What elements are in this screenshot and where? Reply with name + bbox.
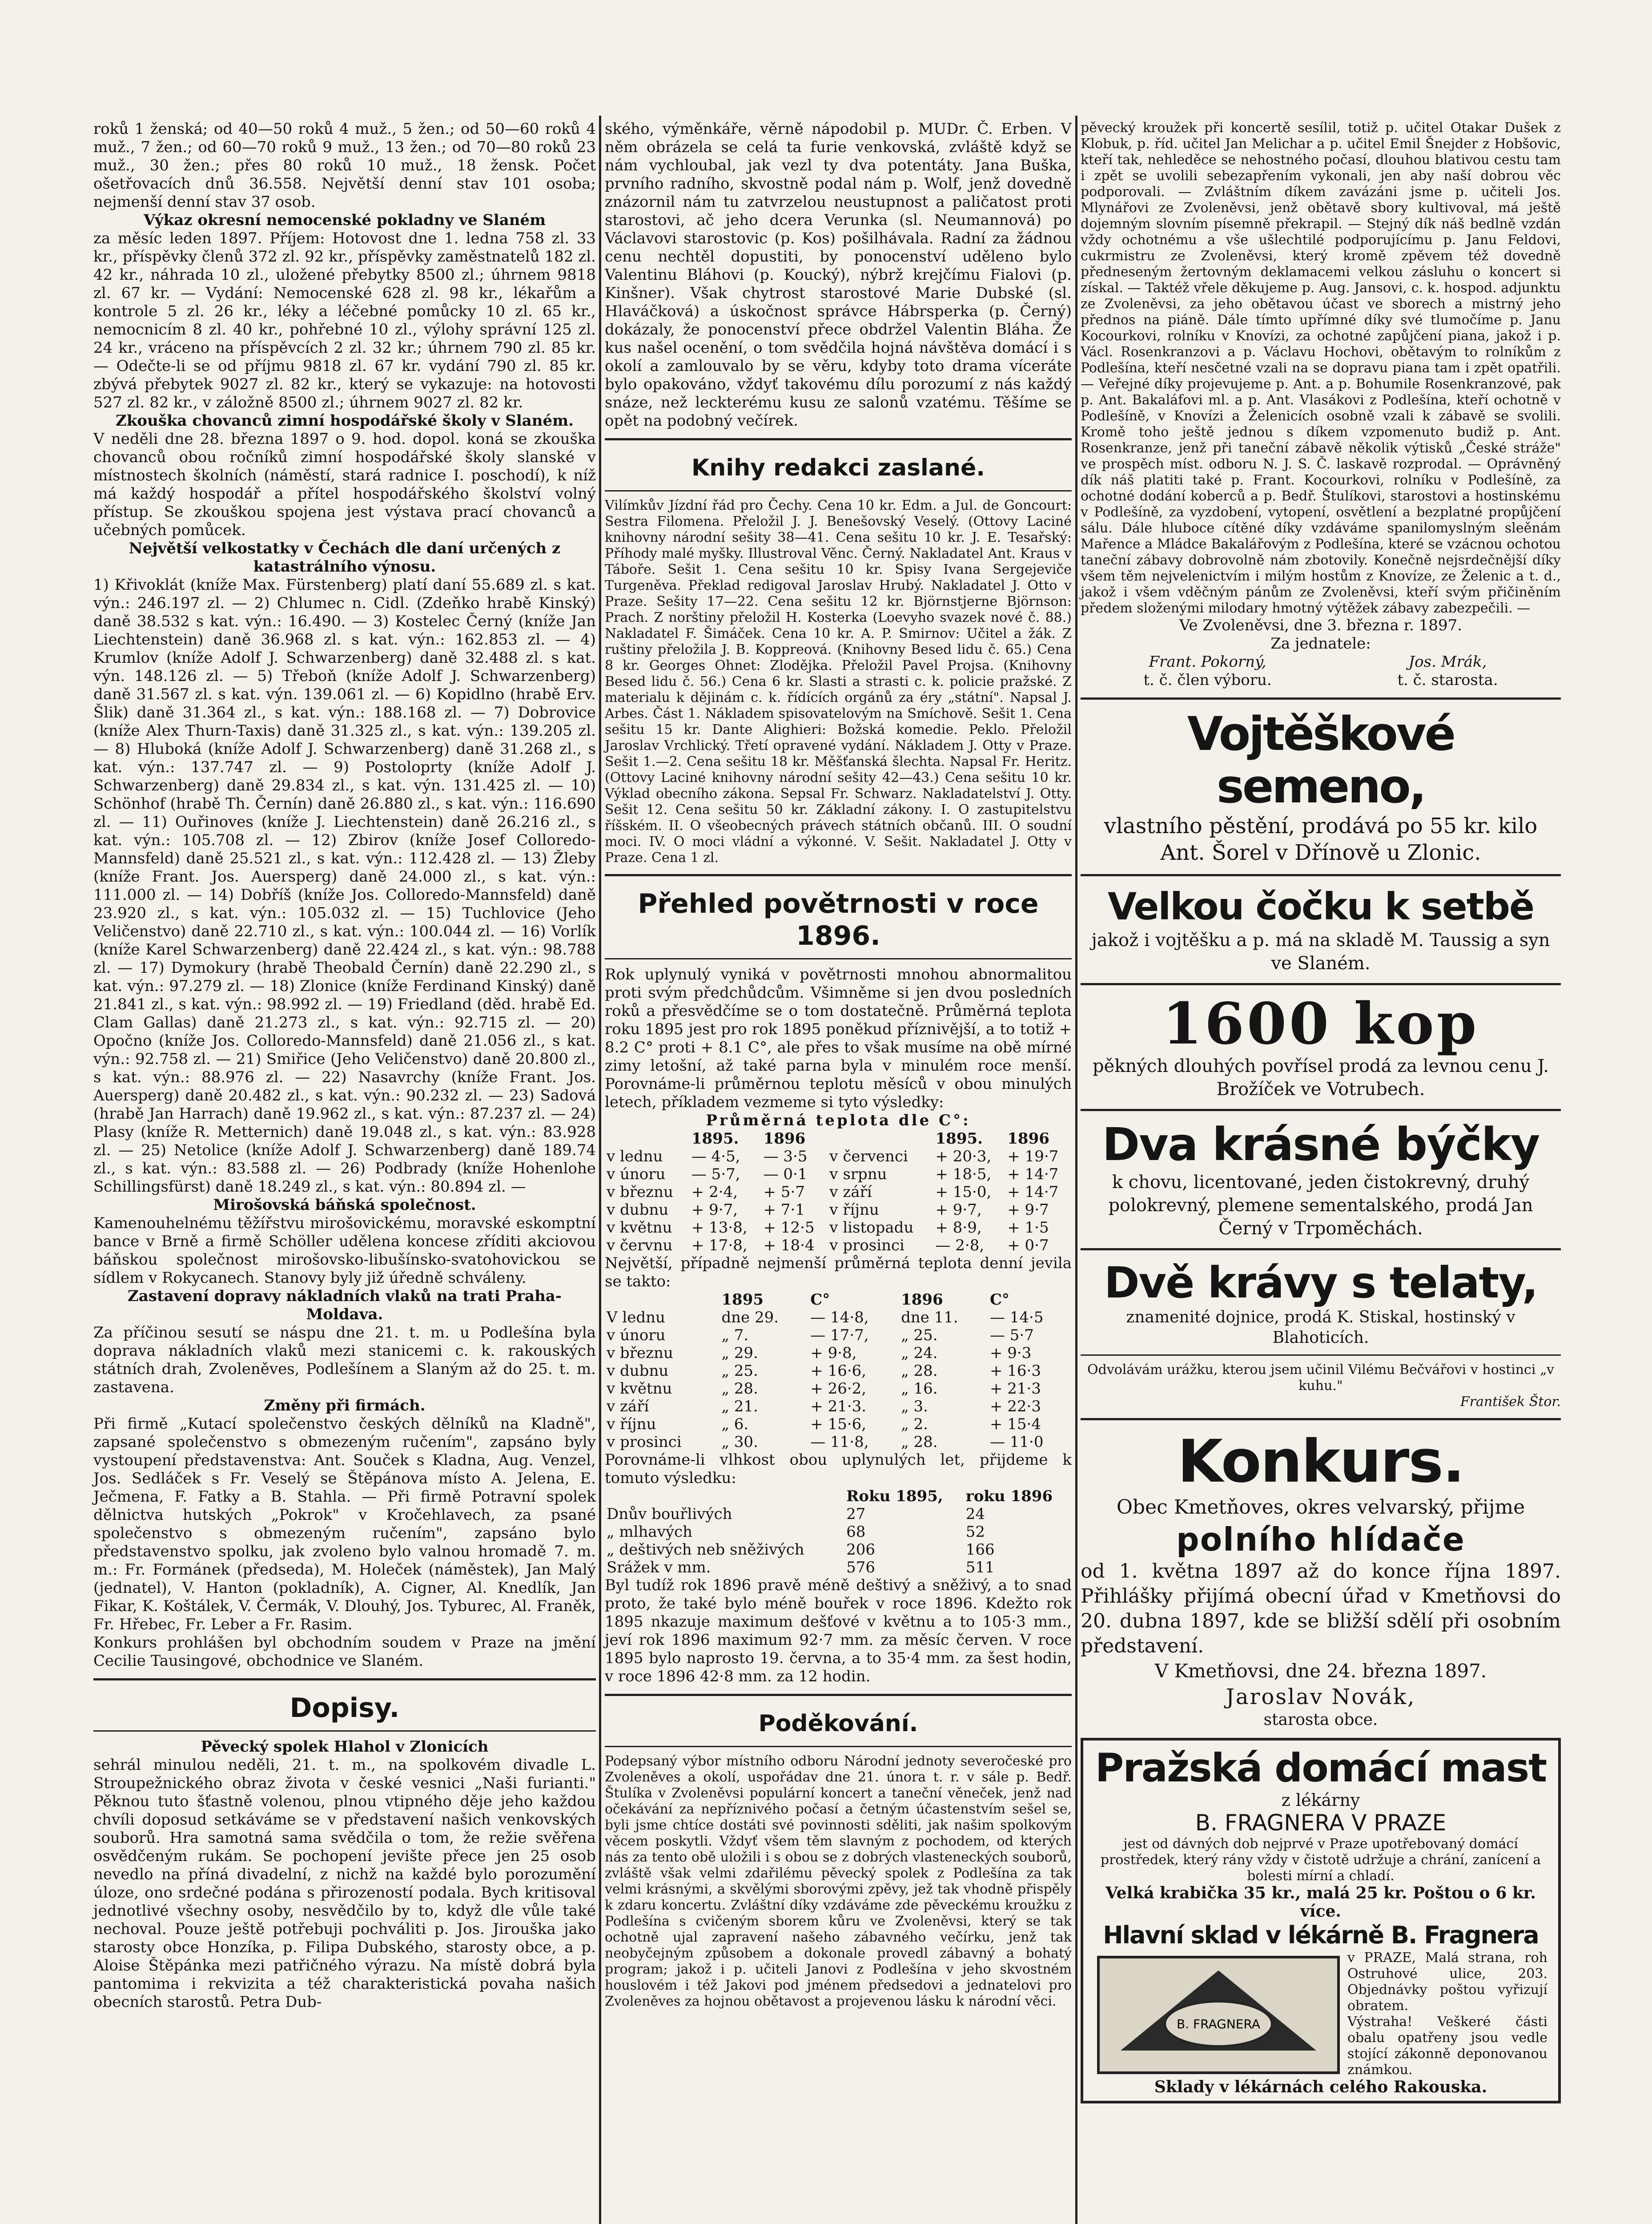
mirosov-text: Kamenouhelnému těžířstvu mirošovickému, moravské eskomptní bance v Brně a firmě Schöller udělena koncese zříditi akciovou báňskou společnost mirošovsko-libušínsko-svatohovickou se sídlem v Rokycanech. Stanovy byly již úředně schváleny. <box>93 1214 596 1287</box>
konkurs-notice: Konkurs prohlášen byl obchodním soudem v Praze na jmění Cecilie Tausingové, obchodnice ve Slaném. <box>93 1634 596 1670</box>
byl-text: Byl tudíž rok 1896 pravě méně deštivý a sněživý, a to snad proto, že také bylo méně bouřek v roce 1896. Kdežto rok 1895 nkazuje maximum dešťové v květnu a to 105·3 mm., jeví rok 1896 maximum 92·7 mm. za měsíc červen. V roce 1895 bylo naprosto 19. června, a to 35·4 mm. za šest hodin, v roce 1896 42·8 mm. za 12 hodin. <box>605 1576 1072 1685</box>
month-cell: v dubnu <box>607 1362 669 1380</box>
value-cell: + 19·7 <box>1007 1148 1059 1165</box>
ad-dva-bycky <box>1081 1119 1561 1240</box>
za-jednatele-label: Za jednatele: <box>1270 635 1371 653</box>
table-row <box>605 1433 1072 1451</box>
value-cell: 166 <box>965 1541 995 1559</box>
value-cell: + 14·7 <box>1007 1165 1059 1183</box>
value-cell: + 15·4 <box>989 1415 1041 1433</box>
value-cell: — 2·8, <box>935 1237 985 1254</box>
zmeny-text: Při firmě „Kutací společenstvo českých dělníků na Kladně", zapsané společenstvo s obmezeným ručením", zapsáno byly vystoupení představenstva: Ant. Souček s Kladna, Aug. Venzel, Jos. Sedláček s Fr. Veselý se Štěpánova místo A. Jelena, E. Ječmena, F. Fatky a B. Stahla. — Při firmě Potravní spolek dělnictva hutských „Pokrok" v Kročehlavech, za psané společenstvo s obmezeným ručením", zapsáno bylo představenstvo spolku, jak zvoleno bylo valnou hromadě 7. m. m.: Fr. Formánek (předseda), M. Holeček (náměstek), Jan Malý (jednatel), V. Hanton (pokladník), A. Cigner, Al. Knedlík, Jan Fikar, K. Koštálek, V. Čermák, V. Dlouhý, Jos. Tyburec, Al. Franěk, Fr. Hřebec, Fr. Leber a Fr. Rasim. <box>93 1415 596 1633</box>
section-divider <box>605 1694 1072 1696</box>
nejvetsi-text: Největší, případně nejmenší průměrná teplota denní jevila se takto: <box>605 1254 1072 1290</box>
thanks-continued-text: pěvecký kroužek při koncertě sesílil, totiž p. učitel Otakar Dušek z Klobuk, p. říd. učitel Jan Melichar a p. učitel Emil Šnejder z Hobšovic, kteří tak, nehleděce se nehostného počasí, dlouhou blativou cestu tam i zpět se uvolili sebezapřením vykonali, jen aby naší dobrou věc podporovali. — Zvláštním díkem zavázáni jsme p. učiteli Jos. Mlynářovi ze Zvoleněvsi, jenž obětavě sbory kultivoval, má ještě dojemným slovním písemně překrapil. — Stejný dík náš bedlně vzdán vždy ochotnému a vše ušlechtilé podporujícímu p. Janu Feldovi, cukrmistru ze Zvoleněvsi, který kromě zpěvem též dovedně předneseným žertovným deklamacemi velkou zásluhu o koncert si získal. — Taktéž vřele děkujeme p. Aug. Jansovi, c. k. hospod. adjunktu ze Zvoleněvsi, za jeho obětavou účast ve sborech a mistrný jeho přednos na piáně. Dále tímto upřímné díky své tlumočíme p. Janu Kocourkovi, rolníku v Knovízi, za ochotné zapůjčení piana, jakož i p. Václ. Rosenkranzovi a p. Václavu Hochovi, obětavým to rolníkům z Podlešína, kteří nesčetné vzali na se dopravu piana tam i zpět opatřili. — Veřejné díky projevujeme p. Ant. a p. Bohumile Rosenkranzové, pak p. Ant. Bakaláfovi ml. a p. Ant. Vlasákovi z Podlešína, kteří ochotně v Podlešíně, v Knovízi a Želenicích osobně vzali k zábavě se svolili. Kromě toho ještě jednou s díkem vzpomenuto budiž p. Ant. Rosenkranze, jenž při taneční zábavě několik výtisků „České stráže" ve prospěch míst. odboru N. J. S. Č. laskavě rozprodal. — Oprávněný dík náš platiti také p. Frant. Kocourkovi, rolníku v Podlešíně, za ochotné dodání koberců a p. Bedř. Štulíkovi, starostovi a hostinskému v Podlešíně, za vyzdobení, vytopení, osvětlení a bezplatné propůjčení sálu. Dále hluboce cítěné díky vzdáváme spanilomyslným sleěnám Mařence a Mládce Bakalářovým z Podlešína, které se vzácnou ochotou taneční zábavy dobrovolně nám zbotovily. Konečně nejsrdečnější díky všem těm nejvelenictvím i milým hostům z Knovíze, ze Želenic a t. d., jakož i všem vděčným pánům ze Zvoleněvsi, kteří svým přičiněním předem složenými milodary hmotný výtěžek zábavy zabezpečili. — <box>1081 120 1561 616</box>
month-cell: v květnu <box>607 1380 672 1398</box>
mast-price: Velká krabička 35 kr., malá 25 kr. Poštou o 6 kr. více. <box>1105 1884 1536 1921</box>
value-cell: + 9·7, <box>935 1201 982 1219</box>
value-cell: + 7·1 <box>763 1201 805 1219</box>
velkostatky-text: 1) Křivoklát (kníže Max. Fürstenberg) platí daní 55.689 zl. s kat. výn.: 246.197 zl. — 2) Chlumec n. Cidl. (Zdeňko hrabě Kinský) daně 38.532 s kat. výn.: 16.490. — 3) Kostelec Černý (kníže Jan Liechtenstein) daně 36.968 zl. s kat. výn.: 162.853 zl. — 4) Krumlov (kníže Adolf J. Schwarzenberg) daně 32.488 zl. s kat. výn. 148.126 zl. — 5) Třeboň (kníže Adolf J. Schwarzenberg) daně 31.567 zl. s kat. výn. 139.061 zl. — 6) Kopidlno (hrabě Erv. Šlik) daně 31.364 zl., s kat. výn.: 188.168 zl. — 7) Dobrovice (kníže Alex Thurn-Taxis) daně 31.325 zl., s kat. výn.: 139.205 zl. — 8) Hluboká (kníže Adolf J. Schwarzenberg) daně 31.268 zl., s kat. výn.: 137.747 zl. — 9) Postoloprty (kníže Adolf J. Schwarzenberg) daně 29.834 zl., s kat. výn. 131.425 zl. — 10) Schönhof (hrabě Th. Černín) daně 26.880 zl., s kat. výn.: 116.690 zl. — 11) Ouřinoves (kníže J. Liechtenstein) daně 26.216 zl., s kat. výn.: 105.708 zl. — 12) Zbirov (kníže Josef Colloredo-Mannsfeld) daně 25.521 zl., s kat. výn.: 112.428 zl. — 13) Žleby (kníže Frant. Jos. Auersperg) daně 24.000 zl., s kat. výn.: 111.000 zl. — 14) Dobříš (kníže Jos. Colloredo-Mannsfeld) daně 23.920 zl., s kat. výn.: 105.032 zl. — 15) Tuchlovice (Jeho Veličenstvo) daně 22.710 zl., s kat. výn.: 100.044 zl. — 16) Vorlík (kníže Karel Schwarzenberg) daně 22.424 zl., s kat. výn.: 98.788 zl. — 17) Dymokury (hrabě Theobald Černín) daně 22.290 zl., s kat. výn.: 97.279 zl. — 18) Zlonice (kníže Ferdinand Kinský) daně 21.841 zl., s kat. výn.: 98.992 zl. — 19) Friedland (děd. hrabě Ed. Clam Gallas) daně 21.273 zl., s kat. výn.: 92.715 zl. — 20) Opočno (kníže Jos. Colloredo-Mannsfeld) daně 21.056 zl., s kat. výn.: 92.758 zl. — 21) Smiřice (Jeho Veličenstvo) daně 20.800 zl., s kat. výn.: 88.976 zl. — 22) Nasavrchy (kníže Frant. Jos. Auersperg) daně 20.482 zl., s kat. výn.: 90.232 zl. — 23) Sadová (hrabě Jan Harrach) daně 19.962 zl., s kat. výn.: 87.237 zl. — 24) Plasy (kníže R. Metternich) daně 19.048 zl., s kat. výn.: 83.928 zl. — 25) Netolice (kníže Adolf J. Schwarzenberg) daně 189.74 zl., s kat. výn.: 83.588 zl. — 26) Podbrady (kníže Hohenlohe Schillingsfürst) daně 18.249 zl., s kat. výn.: 80.894 zl. — <box>93 576 596 1196</box>
day-cell: „ 2. <box>901 1415 928 1433</box>
table-row <box>605 1344 1072 1362</box>
section-divider <box>605 874 1072 876</box>
day-cell: „ 29. <box>721 1344 758 1362</box>
month-cell: v říjnu <box>607 1415 656 1433</box>
intro-text: roků 1 ženská; od 40—50 roků 4 muž., 5 žen.; od 50—60 roků 4 muž., 7 žen.; od 60—70 roků 9 muž., 13 žen.; od 70—80 roků 23 muž., 30 žen.; přes 80 roků 10 muž., 18 žensk. Počet ošetřovacích dnů 36.558. Největší denní stav 101 osoba; nejmenší denní stav 37 osob. <box>93 120 596 211</box>
value-cell: — 3·5 <box>763 1148 808 1165</box>
zkouska-title: Zkouška chovanců zimní hospodářské školy v Slaném. <box>116 412 574 430</box>
table-row <box>605 1380 1072 1398</box>
value-cell: + 22·3 <box>989 1398 1041 1415</box>
section-divider <box>1081 1248 1561 1250</box>
table-row <box>605 1148 1072 1165</box>
year-header: 1896 <box>763 1130 806 1148</box>
month-cell: v říjnu <box>829 1201 879 1219</box>
column-2 <box>605 120 1072 2010</box>
month-cell: v březnu <box>607 1183 673 1201</box>
section-divider <box>1081 697 1561 700</box>
value-cell: + 18·5, <box>935 1165 992 1183</box>
signature-name: Jos. Mrák, <box>1408 653 1487 671</box>
vykaz-title: Výkaz okresní nemocenské pokladny ve Slaném <box>143 211 546 229</box>
year-header: 1895. <box>935 1130 983 1148</box>
mast-sklady: Sklady v lékárnách celého Rakouska. <box>1154 2078 1487 2096</box>
value-cell: — 0·1 <box>763 1165 808 1183</box>
month-cell: v únoru <box>607 1326 666 1344</box>
section-divider <box>93 1678 596 1680</box>
pevecky-text: sehrál minulou neděli, 21. t. m., na spolkovém divadle L. Stroupežnického obraz života v české vesnici „Naši furianti." Pěknou tuto šťastně volenou, plnou vtipného děje jeho každou chvíli doposud setkáváme se v představení našich venkovských souborů. Hra samotná sama svědčila o tom, že režie svěřena osvědčeným rukám. Se pochopení jevište přece jen 25 osob nevedlo na příná divadelní, z nichž na každé bylo porozumění úloze, ono srdečné podána s přirozeností podala. Bych kritisoval jednotlivé všechny osoby, nesvědčilo by to, když dle vůle také nechoval. Pouze ještě potřebuji pochváliti p. Jos. Jirouška jako starosty obce Honzíka, p. Filipa Dubského, starosty obce, a p. Aloise Štěpánka mezi patřičného výrazu. Na místě dobrá byla pantomima i rekvizita a též charakteristická povaha našich obecních starostů. Petra Dub- <box>93 1756 596 2011</box>
velkostatky-title: Největší velkostatky v Čechách dle daní určených z katastrálního výnosu. <box>129 540 561 576</box>
section-divider <box>1081 874 1561 876</box>
section-divider <box>605 958 1072 959</box>
konkurs-sub: polního hlídače <box>1176 1521 1465 1558</box>
value-cell: + 1·5 <box>1007 1219 1049 1237</box>
thanks-date: Ve Zvoleněvsi, dne 3. března r. 1897. <box>1179 616 1463 634</box>
label-cell: „ deštivých neb sněživých <box>607 1541 804 1559</box>
ad-text: pěkných dlouhých povřísel prodá za levnou cenu J. Brožíček ve Votrubech. <box>1092 1056 1549 1100</box>
pevecky-continued-text: ského, výměnkáře, věrně nápodobil p. MUDr. Č. Erben. V něm obrázela se celá ta furie venkovská, zvláště když se nám vychloubal, jak vezl ty dva potentáty. Jana Buška, prvního radního, skvostně podal nám p. Wolf, jenž dovedně znázornil nám tu zatvrzelou neustupnost a paličatost proti starostovi, ač jeho dcera Verunka (sl. Neumannová) po Václavovi starostovic (p. Kos) pošilhávala. Radní za žádnou cenu nechtěl dopustiti, by ponocenství uděleno bylo Valentinu Bláhovi (p. Koucký), nýbrž krejčímu Fialovi (p. Kinšner). Však chytrost starostové Marie Dubské (sl. Hlaváčková) a úskočnost správce Hábrsperka (p. Černý) dokázaly, že ponocenství přece obdržel Valentin Bláha. Že kus našel ocenění, o tom svědčila hojná návštěva domácí i s okolí a zamlouvalo by se věru, kdyby toto drama víceráte bylo opakováno, vždyť takovému dílu porozumí z nás každý snáze, než leckterému kusu ze salonů vzatému. Těšíme se opět na podobný večírek. <box>605 120 1072 430</box>
section-divider <box>93 1730 596 1732</box>
value-cell: + 9·7 <box>1007 1201 1049 1219</box>
value-cell: + 20·3, <box>935 1148 992 1165</box>
value-cell: 576 <box>846 1559 876 1576</box>
day-cell: „ 7. <box>721 1326 749 1344</box>
day-cell: „ 25. <box>901 1326 938 1344</box>
podekovani-heading: Poděkování. <box>758 1710 918 1737</box>
daily-temperature-table <box>605 1291 1072 1451</box>
value-cell: + 13·8, <box>691 1219 748 1237</box>
section-divider <box>605 490 1072 492</box>
value-cell: + 17·8, <box>691 1237 748 1254</box>
section-divider <box>605 438 1072 440</box>
column-rule-right <box>1075 116 1077 2224</box>
value-cell: 52 <box>965 1523 985 1541</box>
year-header: 1895 <box>721 1291 764 1309</box>
fragner-logo-image <box>1094 1953 1343 2077</box>
pevecky-title: Pěvecký spolek Hlahol v Zlonicích <box>201 1738 489 1756</box>
unit-header: C° <box>810 1291 830 1309</box>
section-divider <box>1081 1418 1561 1420</box>
ad-title: Dvě krávy s telaty, <box>1104 1258 1538 1308</box>
konkurs-name: Jaroslav Novák, <box>1226 1684 1416 1709</box>
label-header <box>605 1487 844 1505</box>
ad-konkurs <box>1081 1428 1561 1730</box>
podekovani-text: Podepsaný výbor místního odboru Národní jednoty severočeské pro Zvoleněves a okolí, uspořádav dne 21. února t. r. v sále p. Bedř. Štulíka v Zvoleněvsi populární koncert a taneční věneček, jenž nad očekávání za nepříznivého počasí a četným účastenstvím sešel se, byli jsme chtíce dostáti své povinnosti sděliti, jak našim spolkovým věcem poskytli. Vždyť všem těm slavným z pochodem, od kterých nás za tento obě uložili i s obou se z dobrých vlasteneckých souborů, zvláště však velmi zdařilému pěvecký spolek z Podlešína za tak velmi krásnými, a skvělými sborovými zpěvy, jež tak vhodně přispěly k zdaru koncertu. Zvláštní díky vzdáváme zde pěveckému kroužku z Podlešína s cvičeným sborem kůru ve Zvoleněvsi, který se tak ochotně ujal zapravení našeho zábavného večírku, jenž tak neobyčejným způsobem a dokonale provedl zábavný a bohatý program; jakož i p. učiteli Janovi z Podlešína v jeho skvostném houslovém i též Jakovi pod jménem předsedovi a jednatelovi pro Zvoleněves za hojnou obětavost a projevenou lásku k národní věci. <box>605 1753 1072 2009</box>
table-row <box>605 1415 1072 1433</box>
zastaveni-title: Zastavení dopravy nákladních vlaků na trati Praha-Moldava. <box>128 1287 562 1323</box>
signatures <box>1081 653 1561 689</box>
signature-name: Frant. Pokorný, <box>1149 653 1266 671</box>
table-row <box>605 1559 1072 1576</box>
mast-text: jest od dávných dob nejprvé v Praze upotřebovaný domácí prostředek, který rány vždy v čistotě udržuje a chrání, zanícení a bolesti mírní a chladí. <box>1100 1836 1541 1884</box>
ad-vojteskove-semeno <box>1081 708 1561 866</box>
label-cell: „ mlhavých <box>607 1523 693 1541</box>
value-cell: + 16·3 <box>989 1362 1041 1380</box>
value-cell: + 18·4 <box>763 1237 815 1254</box>
column-1 <box>93 120 596 2011</box>
table-header-row <box>605 1291 1072 1309</box>
day-cell: „ 24. <box>901 1344 938 1362</box>
month-cell: v prosinci <box>607 1433 682 1451</box>
value-cell: 206 <box>846 1541 876 1559</box>
day-cell: „ 28. <box>901 1433 938 1451</box>
month-cell: v červenci <box>829 1148 908 1165</box>
year-header: 1896 <box>901 1291 943 1309</box>
konkurs-date: V Kmetňovsi, dne 24. března 1897. <box>1154 1660 1487 1682</box>
day-cell: „ 28. <box>901 1362 938 1380</box>
table-row <box>605 1309 1072 1326</box>
year-header: 1895. <box>691 1130 739 1148</box>
table-header-row <box>605 1130 1072 1148</box>
value-cell: 68 <box>846 1523 866 1541</box>
value-cell: — 14·5 <box>989 1309 1044 1326</box>
mirosov-title: Mirošovská báňská společnost. <box>213 1196 476 1214</box>
value-cell: + 5·7 <box>763 1183 805 1201</box>
ad-title: Velkou čočku k setbě <box>1107 885 1534 928</box>
value-cell: — 11·0 <box>989 1433 1044 1451</box>
humidity-table <box>605 1487 1072 1576</box>
column-rule-left <box>599 116 601 2224</box>
table-row <box>605 1541 1072 1559</box>
value-cell: — 5·7, <box>691 1165 740 1183</box>
label-cell: Srážek v mm. <box>607 1559 711 1576</box>
odvolani-text: Odvolávám urážku, kterou jsem učinil Vilému Bečvářovi v hostinci „v kuhu." <box>1087 1362 1554 1394</box>
month-cell: v červnu <box>607 1237 673 1254</box>
vykaz-text: za měsíc leden 1897. Příjem: Hotovost dne 1. ledna 758 zl. 33 kr., příspěvky členů 372 zl. 92 kr., příspěvky zaměstnatelů 182 zl. 42 kr., náhrada 10 zl., uložené přebytky 8500 zl.; úhrnem 9818 zl. 67 kr. — Vydání: Nemocenské 628 zl. 98 kr., lékařům a kontrole 5 zl. 26 kr., léky a léčebné pomůcky 10 zl. 65 kr., nemocnicím 8 zl. 40 kr., pohřebné 10 zl., výlohy správní 125 zl. 24 kr., vráceno na příspěvcích 2 zl. 32 kr.; úhrnem 790 zl. 85 kr. — Odečte-li se od příjmu 9818 zl. 67 kr. vydání 790 zl. 85 kr. zbývá přebytek 9027 zl. 82 kr., který se vykazuje: na hotovosti 527 zl. 82 kr., v záložně 8500 zl.; úhrnem 9027 zl. 82 kr. <box>93 230 596 411</box>
month-cell: v únoru <box>607 1165 666 1183</box>
day-cell: „ 21. <box>721 1398 758 1415</box>
signature-role: t. č. starosta. <box>1397 671 1498 689</box>
day-cell: „ 25. <box>721 1362 758 1380</box>
logo-label: B. FRAGNERA <box>1177 2017 1260 2031</box>
prehled-heading: Přehled povětrnosti v roce 1896. <box>638 888 1039 951</box>
prehled-text: Rok uplynulý vyniká v povětrnosti mnohou abnormalitou proti svým předchůdcům. Všimněme si jen dvou posledních roků a přesvědčíme se o tom dostatečně. Průměrná teplota roku 1895 jest pro rok 1895 poněkud příznivější, a to totiž + 8.2 C° proti + 8.1 C°, ale přes to však musíme na obě mírné zimy letošní, až také parna byla v minulém roce menší. Porovnáme-li průměrnou teplotu měsíců v obou minulých letech, příkladem vezmeme si tyto výsledky: <box>605 966 1072 1111</box>
value-cell: — 14·8, <box>810 1309 869 1326</box>
value-cell: 24 <box>965 1505 985 1523</box>
ad-text: znamenité dojnice, prodá K. Stiskal, hostinský v Blahoticích. <box>1126 1308 1515 1347</box>
zmeny-title: Změny při firmách. <box>264 1397 426 1414</box>
ad-prazska-domaci-mast <box>1081 1738 1561 2103</box>
ad-title: Vojtěškové semeno, <box>1187 707 1455 814</box>
table-row <box>605 1362 1072 1380</box>
day-cell: „ 30. <box>721 1433 758 1451</box>
value-cell: — 11·8, <box>810 1433 869 1451</box>
mast-name: B. FRAGNERA V PRAZE <box>1195 1810 1447 1836</box>
value-cell: + 21·3 <box>989 1380 1041 1398</box>
value-cell: — 5·7 <box>989 1326 1034 1344</box>
year-header: roku 1896 <box>965 1487 1053 1505</box>
section-divider <box>1081 1109 1561 1111</box>
table-row <box>605 1505 1072 1523</box>
year-header: 1896 <box>1007 1130 1049 1148</box>
month-cell: v září <box>607 1398 649 1415</box>
zastaveni-text: Za příčinou sesutí se náspu dne 21. t. m. u Podlešína byla doprava nákladních vlaků mezi stanicemi c. k. rakouských státních drah, Zvoleněves, Podlešínem a Slaným až do 25. t. m. zastavena. <box>93 1324 596 1396</box>
signature-role: t. č. člen výboru. <box>1143 671 1272 689</box>
month-cell: v květnu <box>607 1219 672 1237</box>
ad-title: Dva krásné býčky <box>1102 1118 1539 1171</box>
month-cell: v listopadu <box>829 1219 914 1237</box>
mast-addr: v PRAZE, Malá strana, roh Ostruhové ulice, 203. Objednávky poštou vyřizují obratem. <box>1347 1950 1547 2014</box>
month-cell: v prosinci <box>829 1237 904 1254</box>
year-header: Roku 1895, <box>846 1487 943 1505</box>
ad-dve-kravy <box>1081 1258 1561 1348</box>
day-cell: dne 11. <box>901 1309 958 1326</box>
month-cell: v srpnu <box>829 1165 887 1183</box>
konkurs-text: od 1. května 1897 až do konce října 1897. Přihlášky přijímá obecní úřad v Kmetňovsi do 20. dubna 1897, kde se bližší sdělí při osobním představení. <box>1081 1560 1561 1657</box>
value-cell: + 12·5 <box>763 1219 815 1237</box>
value-cell: + 0·7 <box>1007 1237 1049 1254</box>
section-divider <box>1081 1354 1561 1356</box>
label-cell: Dnův bouřlivých <box>607 1505 732 1523</box>
day-cell: dne 29. <box>721 1309 779 1326</box>
zkouska-text: V neděli dne 28. března 1897 o 9. hod. dopol. koná se zkouška chovanců obou ročníků zimní hospodářské školy slanské v místnostech školních (náměstí, stará radnice I. poschodí), k níž má každý hospodář a přítel hospodářského školství volný přístup. Se zkouškou spojena jest výstava prací chovanců a učebných pomůcek. <box>93 430 596 539</box>
ad-1600-kop <box>1081 993 1561 1101</box>
value-cell: — 4·5, <box>691 1148 740 1165</box>
value-cell: + 9·8, <box>810 1344 857 1362</box>
unit-header: C° <box>989 1291 1010 1309</box>
signature-right <box>1397 653 1498 689</box>
value-cell: + 15·0, <box>935 1183 992 1201</box>
ad-text: k chovu, licentované, jeden čistokrevný, druhý polokrevný, plemene sementalského, prodá Jan Černý v Trpoměchách. <box>1108 1172 1533 1239</box>
value-cell: + 26·2, <box>810 1380 867 1398</box>
monthly-temperature-table <box>605 1130 1072 1254</box>
table-row <box>605 1326 1072 1344</box>
table-row <box>605 1398 1072 1415</box>
column-3 <box>1081 120 1561 2103</box>
month-cell: v září <box>829 1183 872 1201</box>
day-cell: „ 16. <box>901 1380 938 1398</box>
ad-text: vlastního pěstění, prodává po 55 kr. kilo Ant. Šorel v Dřínově u Zlonic. <box>1104 814 1538 865</box>
odvolani-signature: František Štor. <box>1460 1394 1561 1410</box>
ad-title: 1600 kop <box>1162 991 1479 1057</box>
knihy-heading: Knihy redakci zaslané. <box>691 455 985 481</box>
table-row <box>605 1523 1072 1541</box>
month-cell: v dubnu <box>607 1201 669 1219</box>
value-cell: — 17·7, <box>810 1326 869 1344</box>
value-cell: + 9·3 <box>989 1344 1032 1362</box>
table-header-row <box>605 1487 1072 1505</box>
konkurs-role: starosta obce. <box>1263 1711 1378 1729</box>
table-row <box>605 1165 1072 1183</box>
mast-sklad: Hlavní sklad v lékárně B. Fragnera <box>1103 1921 1539 1949</box>
dopisy-heading: Dopisy. <box>289 1692 400 1724</box>
day-cell: „ 3. <box>901 1398 928 1415</box>
day-cell: „ 6. <box>721 1415 749 1433</box>
table-row <box>605 1219 1072 1237</box>
value-cell: + 8·9, <box>935 1219 982 1237</box>
mast-title: Pražská domácí mast <box>1095 1745 1547 1791</box>
prumerna-teplota-title: Průměrná teplota dle C°: <box>706 1112 971 1129</box>
ad-velka-cocka <box>1081 884 1561 975</box>
knihy-text: Vilímkův Jízdní řád pro Čechy. Cena 10 kr. Edm. a Jul. de Goncourt: Sestra Filomena. Přeložil J. J. Benešovský Veselý. (Ottovy Laciné knihovny národní sešity 38—41. Cena sešitu 10 kr. J. E. Tesařský: Příhody malé myšky. Illustroval Věnc. Černý. Nakladatel Ant. Kraus v Táboře. Sešit 1. Cena sešitu 10 kr. Spisy Ivana Sergejeviče Turgeněva. Překlad redigoval Jaroslav Hrubý. Nakladatel J. Otto v Praze. Sešity 17—22. Cena sešitu 12 kr. Björnstjerne Björnson: Prach. Z norštiny přeložil H. Kosterka (Loevyho svazek nové č. 88.) Nakladatel F. Šimáček. Cena 10 kr. A. P. Smirnov: Učitel a žák. Z ruštiny přeložila J. B. Koppreová. (Knihovny Besed lidu č. 65.) Cena 8 kr. Georges Ohnet: Zlodějka. Přeložil Pavel Projsa. (Knihovny Besed lidu č. 56.) Cena 6 kr. Slasti a strasti c. k. policie pražské. Z materialu k dějinám c. k. řídících orgánů za éry „státní". Napsal J. Arbes. Část 1. Nákladem spisovatelovým na Smíchově. Sešit 1. Cena sešitu 15 kr. Dante Alighieri: Božská komedie. Peklo. Přeložil Jaroslav Vrchlický. Třetí opravené vydání. Nákladem J. Otty v Praze. Sešit 1.—2. Cena sešitu 18 kr. Měšťanská šlechta. Napsal Fr. Heritz. (Ottovy Laciné knihovny národní sešity 42—43.) Cena sešitu 10 kr. Výklad obecního zákona. Sepsal Fr. Schwarz. Nakladatelství J. Otty. Sešit 12. Cena sešitu 50 kr. Základní zákony. I. O zastupitelstvu říšském. II. O všeobecných právech státních občanů. III. O soudní moci. IV. O moci vládní a výkonné. V. Sešit. Nakladatel J. Otty v Praze. Cena 1 zl. <box>605 498 1072 866</box>
day-cell: „ 28. <box>721 1380 758 1398</box>
mast-from: z lékárny <box>1281 1790 1360 1810</box>
month-cell: v lednu <box>607 1148 663 1165</box>
konkurs-title: Konkurs. <box>1177 1427 1464 1496</box>
value-cell: + 9·7, <box>691 1201 738 1219</box>
table-row <box>605 1237 1072 1254</box>
month-cell: V lednu <box>607 1309 665 1326</box>
month-cell: v březnu <box>607 1344 673 1362</box>
table-row <box>605 1183 1072 1201</box>
konkurs-intro: Obec Kmetňoves, okres velvarský, přijme <box>1116 1496 1525 1519</box>
value-cell: 511 <box>965 1559 995 1576</box>
mast-warn: Výstraha! Veškeré části obalu opatřeny jsou vedle stojící zákonně deponovanou známkou. <box>1347 2014 1547 2078</box>
table-row <box>605 1201 1072 1219</box>
value-cell: + 21·3. <box>810 1398 867 1415</box>
value-cell: + 2·4, <box>691 1183 738 1201</box>
signature-left <box>1143 653 1271 689</box>
section-divider <box>1081 983 1561 985</box>
ad-text: jakož i vojtěšku a p. má na skladě M. Taussig a syn ve Slaném. <box>1091 930 1550 974</box>
value-cell: 27 <box>846 1505 866 1523</box>
value-cell: + 15·6, <box>810 1415 867 1433</box>
porovname-text: Porovnáme-li vlhkost obou uplynulých let, přijdeme k tomuto výsledku: <box>605 1451 1072 1487</box>
section-divider <box>605 1746 1072 1747</box>
value-cell: + 14·7 <box>1007 1183 1059 1201</box>
value-cell: + 16·6, <box>810 1362 867 1380</box>
